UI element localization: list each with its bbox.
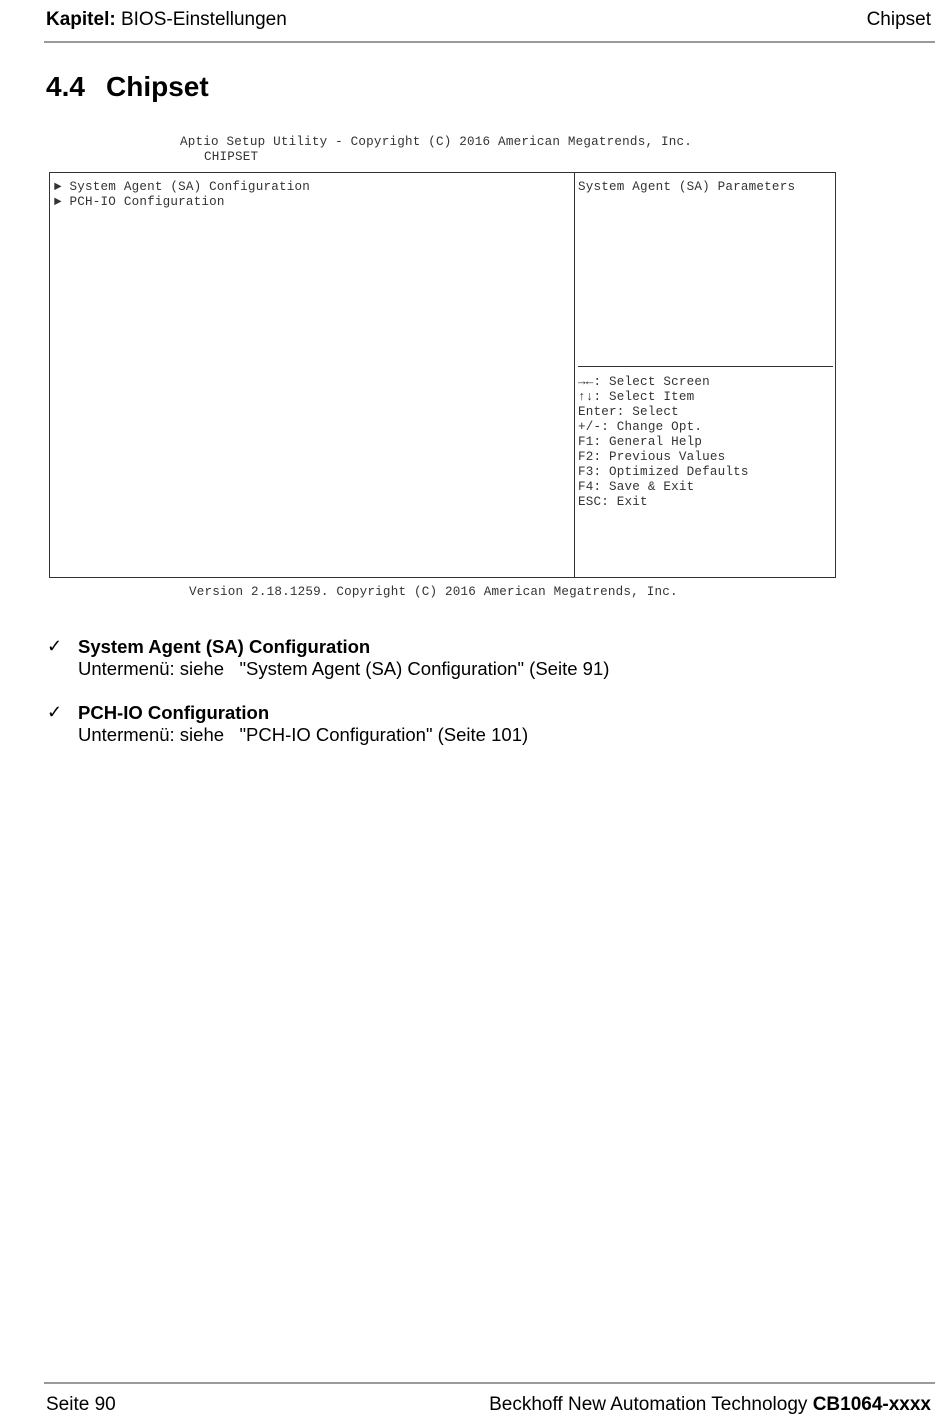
page-number: Seite 90	[46, 1394, 116, 1415]
bios-title: Aptio Setup Utility - Copyright (C) 2016 American Megatrends, Inc.	[180, 135, 692, 149]
company-name: Beckhoff New Automation Technology	[489, 1394, 808, 1415]
chapter-title: BIOS-Einstellungen	[120, 9, 287, 30]
bios-key-help-select-item: ↑↓: Select Item	[578, 390, 695, 404]
item-title-pch-io: PCH-IO Configuration	[78, 702, 270, 723]
bios-help-text: System Agent (SA) Parameters	[578, 180, 796, 194]
item-link-pch-io[interactable]: Untermenü: siehe "PCH-IO Configuration" (Seite 101)	[78, 724, 529, 745]
bios-menu-item-pch-io[interactable]: ► PCH-IO Configuration	[54, 195, 225, 209]
item-link-system-agent[interactable]: Untermenü: siehe "System Agent (SA) Configuration" (Seite 91)	[78, 658, 610, 679]
check-icon: ✓	[47, 702, 63, 722]
bios-key-help-esc: ESC: Exit	[578, 495, 648, 509]
header-divider	[44, 41, 935, 43]
bios-key-help-change: +/-: Change Opt.	[578, 420, 703, 434]
product-code: CB1064-xxxx	[812, 1394, 931, 1415]
section-title: Chipset	[106, 71, 209, 102]
chapter-label: Kapitel:	[46, 9, 116, 30]
header-section-name: Chipset	[866, 9, 931, 30]
footer-company	[489, 1394, 931, 1416]
bios-screen	[49, 172, 836, 578]
bios-key-help-select-screen: →←: Select Screen	[578, 375, 710, 389]
bios-menu-item-system-agent[interactable]: ► System Agent (SA) Configuration	[54, 180, 310, 194]
check-icon: ✓	[47, 636, 63, 656]
bios-key-help-enter: Enter: Select	[578, 405, 679, 419]
bios-key-help-f3: F3: Optimized Defaults	[578, 465, 749, 479]
section-number: 4.4	[46, 71, 85, 102]
bios-version: Version 2.18.1259. Copyright (C) 2016 American Megatrends, Inc.	[189, 585, 678, 599]
bios-key-help-f1: F1: General Help	[578, 435, 703, 449]
bios-key-help-f2: F2: Previous Values	[578, 450, 726, 464]
footer-divider	[44, 1382, 935, 1384]
bios-tab-chipset: CHIPSET	[204, 150, 259, 164]
bios-panel-divider	[574, 172, 575, 578]
chapter-heading	[46, 9, 287, 31]
section-heading	[46, 71, 209, 103]
bios-help-divider	[578, 366, 833, 367]
item-title-system-agent: System Agent (SA) Configuration	[78, 636, 371, 657]
bios-key-help-f4: F4: Save & Exit	[578, 480, 695, 494]
